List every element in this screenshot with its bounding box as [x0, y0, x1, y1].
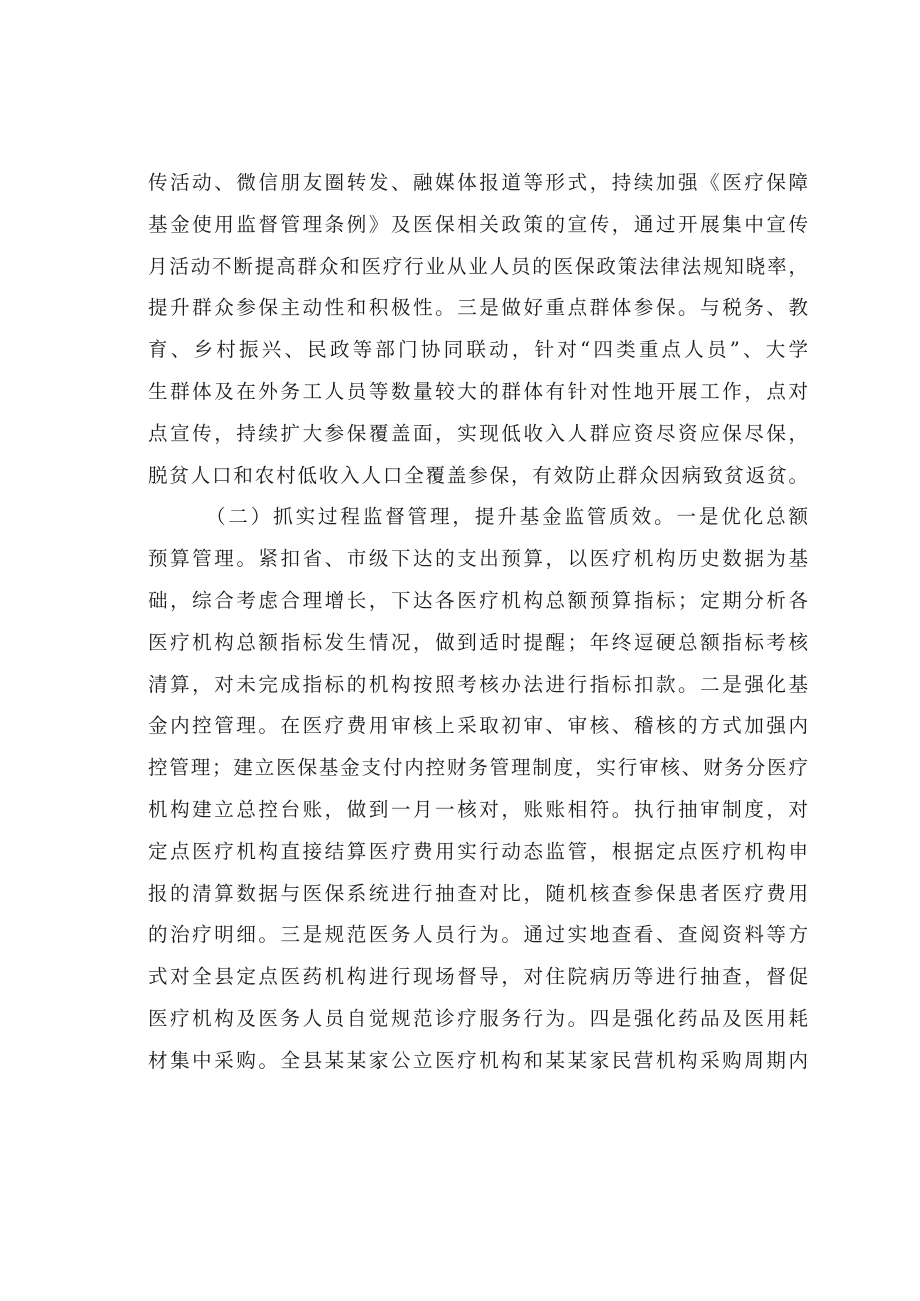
paragraph-line: 金内控管理。在医疗费用审核上采取初审、审核、稽核的方式加强内	[148, 714, 808, 738]
paragraph-line: 医疗机构及医务人员自觉规范诊疗服务行为。四是强化药品及医用耗	[148, 1006, 808, 1030]
section-heading-line: （二）抓实过程监督管理，提升基金监管质效。一是优化总额	[206, 505, 808, 529]
paragraph-line: 月活动不断提高群众和医疗行业从业人员的医保政策法律法规知晓率，	[148, 254, 808, 278]
paragraph-line: 定点医疗机构直接结算医疗费用实行动态监管，根据定点医疗机构申	[148, 839, 808, 863]
document-body	[148, 162, 808, 1082]
paragraph-line: 式对全县定点医药机构进行现场督导，对住院病历等进行抽查，督促	[148, 965, 808, 989]
paragraph-line: 清算，对未完成指标的机构按照考核办法进行指标扣款。二是强化基	[148, 672, 808, 696]
paragraph-line: 育、乡村振兴、民政等部门协同联动，针对“四类重点人员”、大学	[148, 338, 808, 362]
paragraph-line: 报的清算数据与医保系统进行抽查对比，随机核查参保患者医疗费用	[148, 881, 808, 905]
paragraph-1	[148, 162, 808, 496]
paragraph-line: 材集中采购。全县某某家公立医疗机构和某某家民营机构采购周期内	[148, 1048, 808, 1072]
paragraph-line: 础，综合考虑合理增长，下达各医疗机构总额预算指标；定期分析各	[148, 588, 808, 612]
paragraph-line: 的治疗明细。三是规范医务人员行为。通过实地查看、查阅资料等方	[148, 923, 808, 947]
paragraph-line: 医疗机构总额指标发生情况，做到适时提醒；年终逗硬总额指标考核	[148, 630, 808, 654]
paragraph-line: 传活动、微信朋友圈转发、融媒体报道等形式，持续加强《医疗保障	[148, 171, 808, 194]
paragraph-line: 点宣传，持续扩大参保覆盖面，实现低收入人群应资尽资应保尽保，	[148, 421, 808, 445]
paragraph-line: 生群体及在外务工人员等数量较大的群体有针对性地开展工作，点对	[148, 379, 808, 403]
paragraph-line: 机构建立总控台账，做到一月一核对，账账相符。执行抽审制度，对	[148, 797, 808, 821]
paragraph-line: 预算管理。紧扣省、市级下达的支出预算，以医疗机构历史数据为基	[148, 547, 808, 571]
paragraph-line: 控管理；建立医保基金支付内控财务管理制度，实行审核、财务分医疗	[148, 756, 808, 780]
paragraph-line: 基金使用监督管理条例》及医保相关政策的宣传，通过开展集中宣传	[148, 212, 808, 236]
paragraph-line: 提升群众参保主动性和积极性。三是做好重点群体参保。与税务、教	[148, 296, 808, 320]
paragraph-line: 脱贫人口和农村低收入人口全覆盖参保，有效防止群众因病致贫返贫。	[148, 463, 808, 487]
paragraph-2	[148, 496, 808, 1081]
